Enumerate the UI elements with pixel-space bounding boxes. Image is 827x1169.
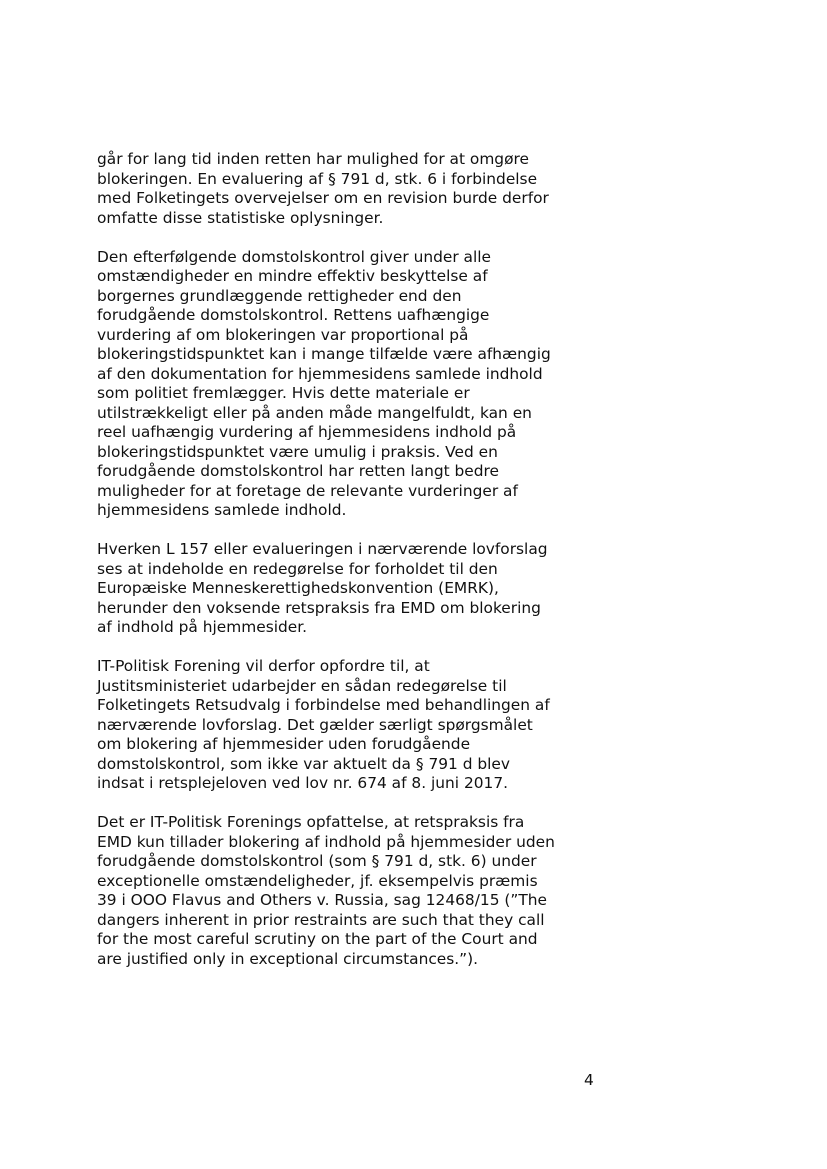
text-line: utilstrækkeligt eller på anden måde mangelfuldt, kan en	[97, 403, 532, 422]
text-line: med Folketingets overvejelser om en revision burde derfor	[97, 189, 549, 207]
text-line: går for lang tid inden retten har mulighed for at omgøre	[97, 150, 529, 168]
text-line: Folketingets Retsudvalg i forbindelse med behandlingen af	[97, 696, 550, 714]
text-line: nærværende lovforslag. Det gælder særligt spørgsmålet	[97, 715, 533, 734]
text-line: omstændigheder en mindre effektiv beskyttelse af	[97, 267, 488, 285]
paragraph	[97, 813, 607, 969]
page-number: 4	[584, 1071, 594, 1089]
text-line: Den efterfølgende domstolskontrol giver under alle	[97, 247, 491, 266]
text-line: forudgående domstolskontrol har retten langt bedre	[97, 462, 499, 480]
text-line: ses at indeholde en redegørelse for forholdet til den	[97, 559, 498, 578]
text-line: blokeringstidspunktet være umulig i praksis. Ved en	[97, 442, 498, 461]
text-line: af den dokumentation for hjemmesidens samlede indhold	[97, 364, 543, 383]
text-line: Hverken L 157 eller evalueringen i nærværende lovforslag	[97, 540, 548, 558]
text-line: blokeringstidspunktet kan i mange tilfælde være afhængig	[97, 345, 551, 363]
text-line: indsat i retsplejeloven ved lov nr. 674 af 8. juni 2017.	[97, 774, 509, 792]
text-line: hjemmesidens samlede indhold.	[97, 501, 347, 519]
text-line: domstolskontrol, som ikke var aktuelt da § 791 d blev	[97, 754, 511, 773]
text-line: IT-Politisk Forening vil derfor opfordre til, at	[97, 657, 430, 675]
paragraph	[97, 540, 607, 638]
paragraph	[97, 248, 607, 521]
text-line: vurdering af om blokeringen var proportional på	[97, 325, 469, 344]
text-line: borgernes grundlæggende rettigheder end den	[97, 286, 462, 305]
paragraph	[97, 657, 607, 794]
text-line: af indhold på hjemmesider.	[97, 618, 308, 636]
text-line: Det er IT-Politisk Forenings opfattelse, at retspraksis fra	[97, 813, 525, 831]
text-line: are justified only in exceptional circumstances.”).	[97, 949, 479, 968]
text-line: herunder den voksende retspraksis fra EMD om blokering	[97, 598, 541, 617]
text-line: omfatte disse statistiske oplysninger.	[97, 208, 384, 227]
text-line: forudgående domstolskontrol. Rettens uafhængige	[97, 306, 490, 324]
text-line: Justitsministeriet udarbejder en sådan redegørelse til	[97, 676, 507, 695]
text-line: reel uafhængig vurdering af hjemmesidens indhold på	[97, 423, 517, 441]
text-line: exceptionelle omstændeligheder, jf. eksempelvis præmis	[97, 871, 538, 890]
text-line: som politiet fremlægger. Hvis dette materiale er	[97, 384, 470, 402]
body-text	[97, 150, 607, 989]
text-line: 39 i OOO Flavus and Others v. Russia, sag 12468/15 (”The	[97, 891, 547, 909]
text-line: dangers inherent in prior restraints are such that they call	[97, 910, 545, 929]
text-line: om blokering af hjemmesider uden forudgående	[97, 735, 471, 753]
text-line: blokeringen. En evaluering af § 791 d, stk. 6 i forbindelse	[97, 169, 538, 188]
text-line: for the most careful scrutiny on the part of the Court and	[97, 930, 538, 948]
text-line: Europæiske Menneskerettighedskonvention (EMRK),	[97, 579, 499, 597]
text-line: forudgående domstolskontrol (som § 791 d, stk. 6) under	[97, 852, 537, 870]
text-line: EMD kun tillader blokering af indhold på hjemmesider uden	[97, 832, 555, 851]
text-line: muligheder for at foretage de relevante vurderinger af	[97, 481, 518, 500]
paragraph	[97, 150, 607, 228]
